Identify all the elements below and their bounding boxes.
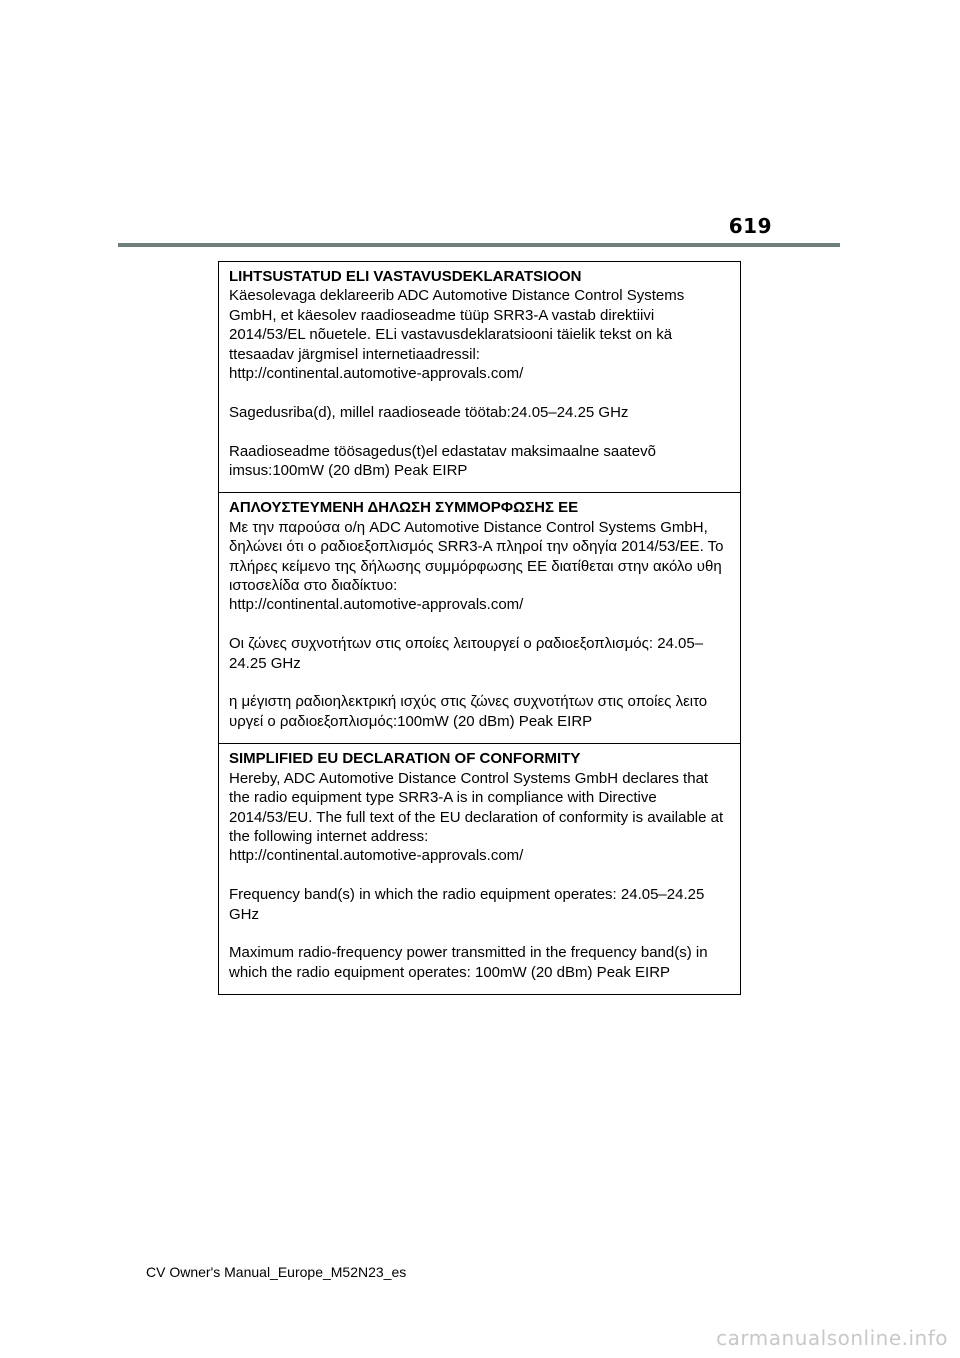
section-title: ΑΠΛΟΥΣΤΕΥΜΕΝΗ ΔΗΛΩΣΗ ΣΥΜΜΟΡΦΩΣΗΣ ΕΕ: [229, 499, 579, 517]
paragraph-gap: [229, 866, 730, 885]
page-footer: CV Owner's Manual_Europe_M52N23_es: [146, 1264, 407, 1280]
declaration-url: http://continental.automotive-approvals.com/: [229, 596, 524, 614]
frequency-band-text: Οι ζώνες συχνοτήτων στις οποίες λειτουργεί ο ραδιοεξοπλισμός: 24.05–24.25 GHz: [229, 635, 704, 672]
paragraph-gap: [229, 924, 730, 943]
declaration-text: Hereby, ADC Automotive Distance Control Systems GmbH declares that the radio equipment type SRR3-A is in compliance with Directive 2014/53/EU. The full text of the EU declaration of conformity is available at the following internet address:: [229, 769, 728, 845]
declaration-section-english: [219, 743, 740, 994]
section-title: SIMPLIFIED EU DECLARATION OF CONFORMITY: [229, 750, 581, 768]
section-title: LIHTSUSTATUD ELI VASTAVUSDEKLARATSIOON: [229, 268, 582, 285]
paragraph-gap: [229, 422, 730, 441]
max-power-text: η μέγιστη ραδιοηλεκτρική ισχύς στις ζώνες συχνοτήτων στις οποίες λειτο υργεί ο ραδιοεξοπλισμός:100mW (20 dBm) Peak EIRP: [229, 693, 712, 730]
declaration-section-estonian: [219, 262, 740, 492]
max-power-text: Maximum radio-frequency power transmitted in the frequency band(s) in which the radio equipment operates: 100mW (20 dBm) Peak EIRP: [229, 944, 712, 981]
declaration-section-greek: [219, 492, 740, 743]
page-number: 619: [728, 214, 772, 238]
paragraph-gap: [229, 615, 730, 634]
paragraph-gap: [229, 383, 730, 402]
declaration-url: http://continental.automotive-approvals.com/: [229, 847, 524, 865]
paragraph-gap: [229, 673, 730, 692]
declaration-box: [218, 261, 741, 995]
declaration-text: Käesolevaga deklareerib ADC Automotive Distance Control Systems GmbH, et käesolev raadioseadme tüüp SRR3-A vastab direktiivi 2014/53/EL nõuetele. ELi vastavusdeklaratsiooni täielik tekst on kä ttesaadav järgmisel internetiaadressil:: [229, 287, 689, 363]
declaration-text: Με την παρούσα ο/η ADC Automotive Distance Control Systems GmbH, δηλώνει ότι ο ραδιοεξοπλισμός SRR3-A πληροί την οδηγία 2014/53/ΕΕ. Το πλήρες κείμενο της δήλωσης συμμόρφωσης ΕΕ διατίθεται στην ακόλο υθη ιστοσελίδα στο διαδίκτυο:: [229, 518, 728, 595]
max-power-text: Raadioseadme töösagedus(t)el edastatav maksimaalne saatevõ imsus:100mW (20 dBm) Peak EIRP: [229, 442, 661, 480]
header-rule: [118, 243, 840, 247]
frequency-band-text: Sagedusriba(d), millel raadioseade töötab:24.05–24.25 GHz: [229, 403, 629, 421]
frequency-band-text: Frequency band(s) in which the radio equipment operates: 24.05–24.25 GHz: [229, 886, 709, 923]
watermark: carmanualsonline.info: [716, 1326, 948, 1350]
declaration-url: http://continental.automotive-approvals.com/: [229, 365, 524, 383]
